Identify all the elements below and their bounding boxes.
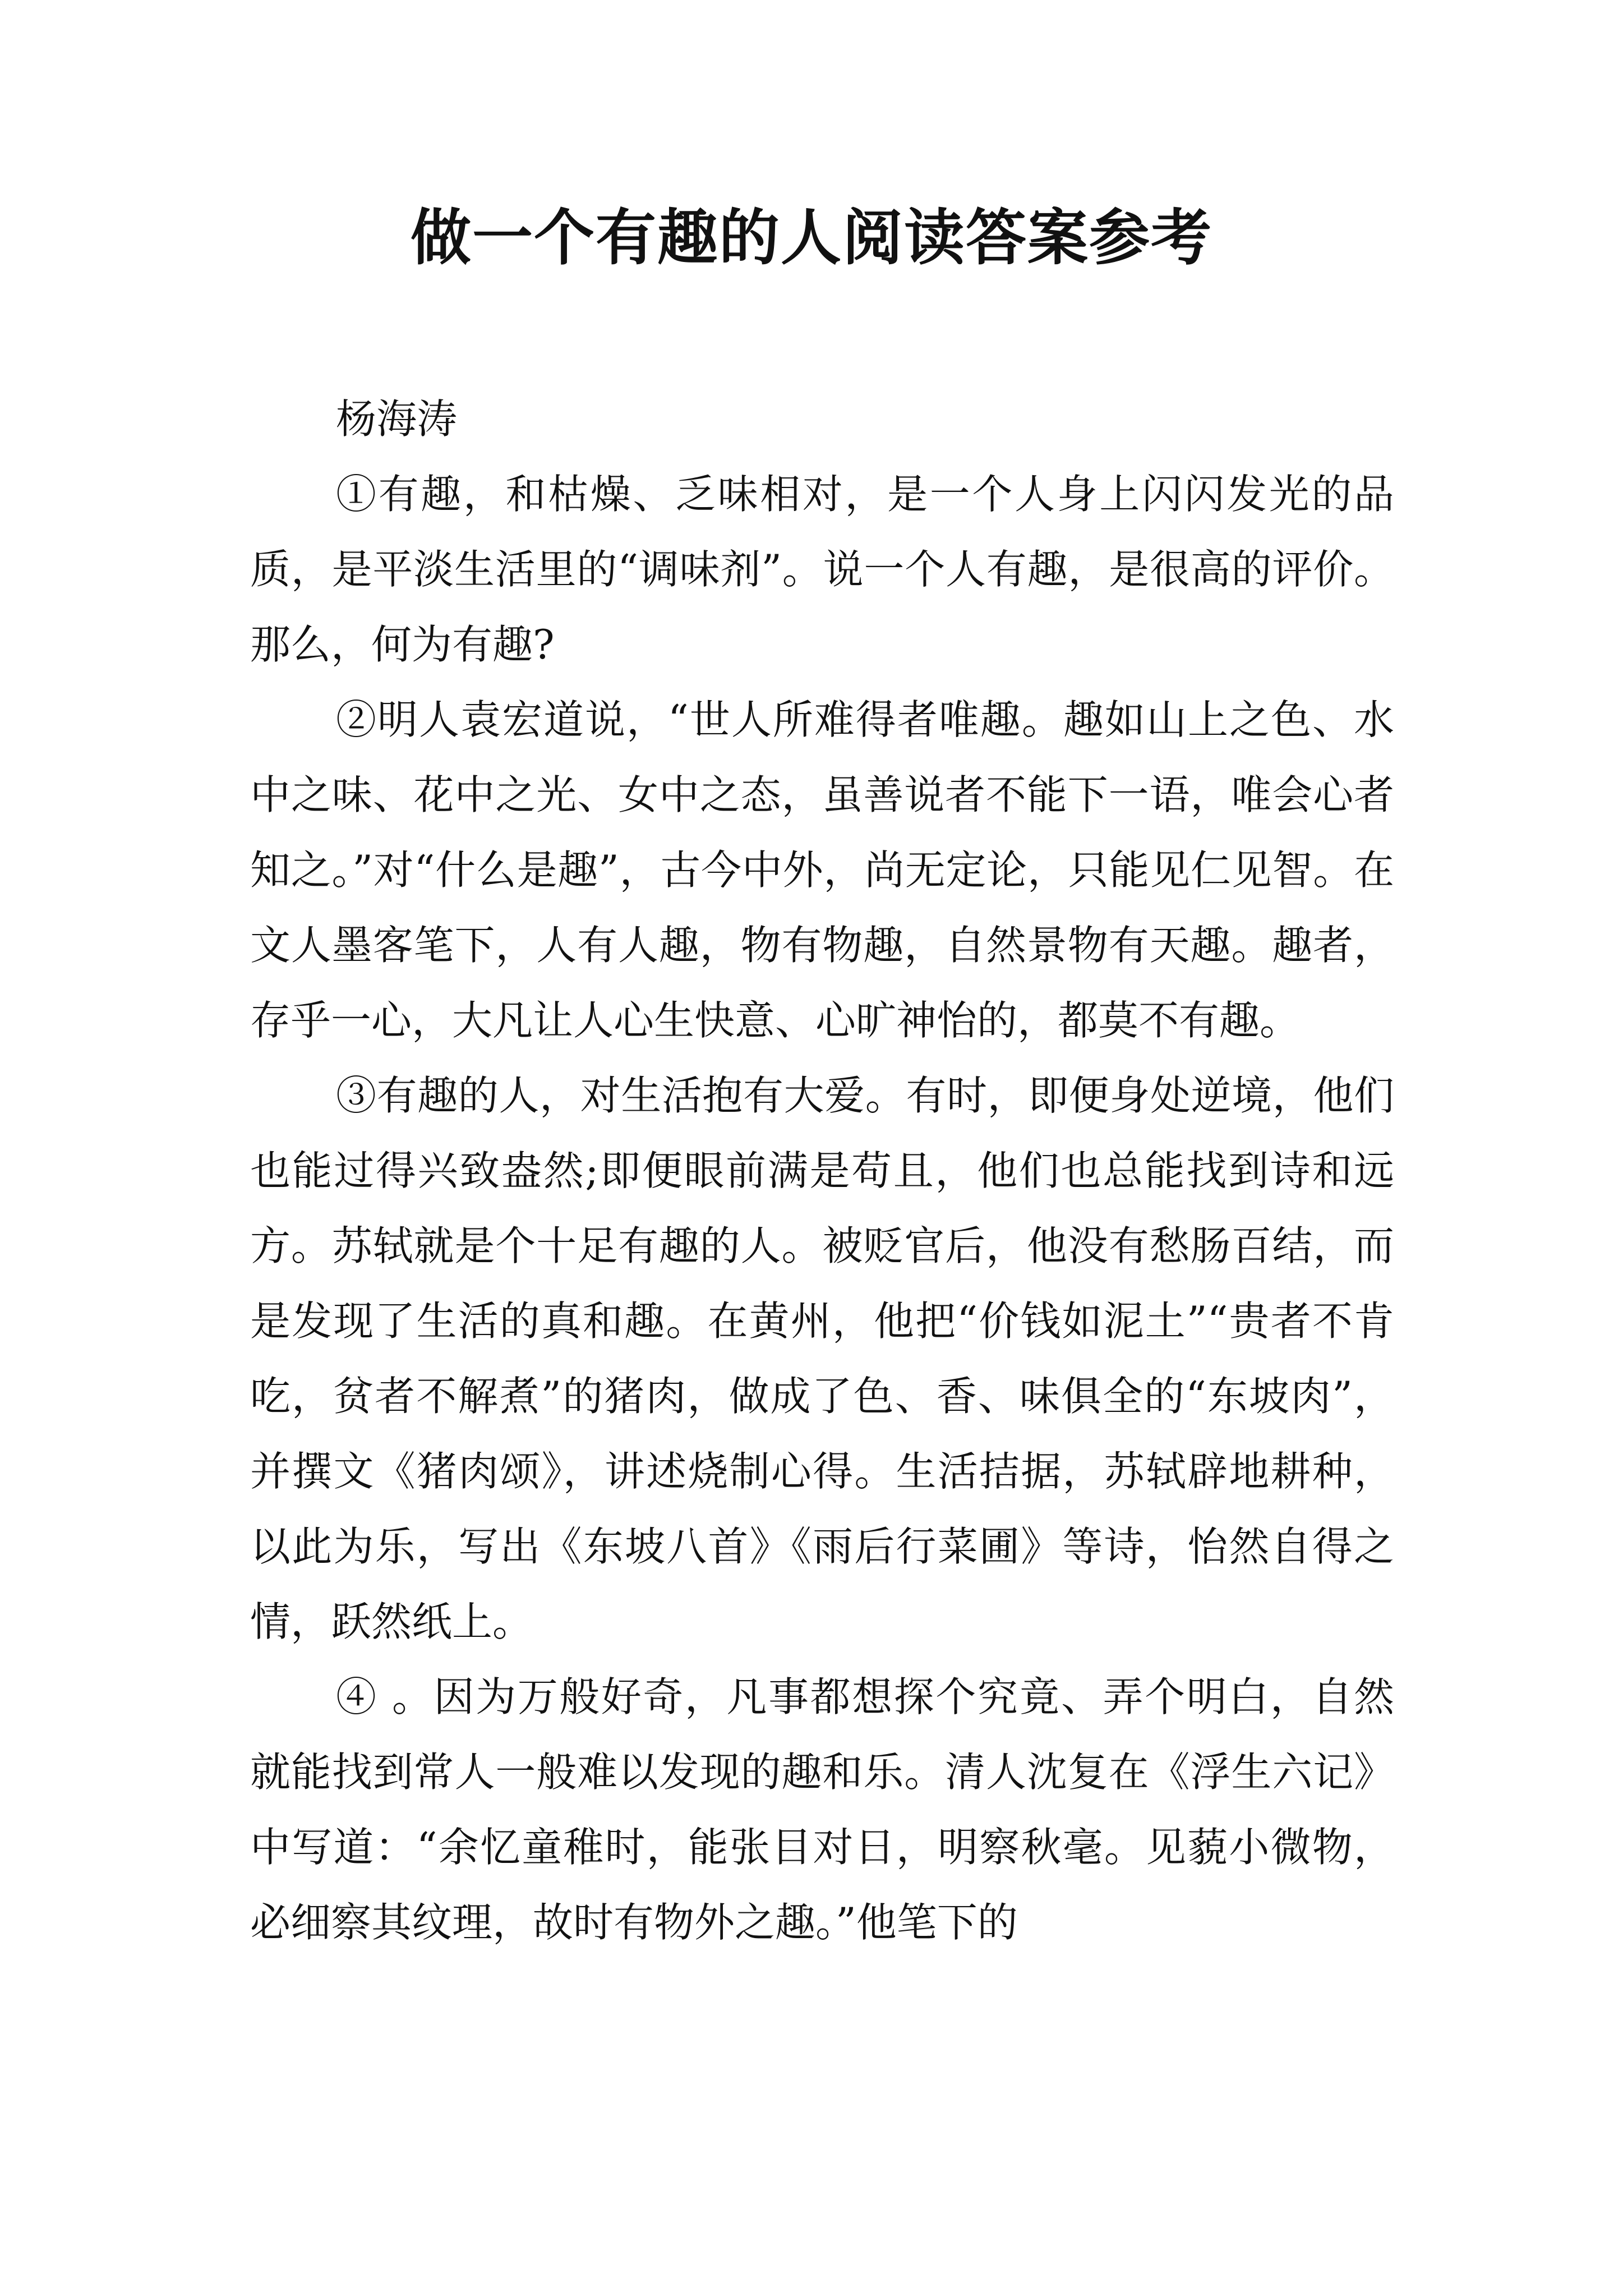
document-title: 做一个有趣的人阅读答案参考 [410,203,1212,273]
paragraph-2: ②明人袁宏道说，“世人所难得者唯趣。趣如山上之色、水中之味、花中之光、女中之态，虽善说者不能下一语，唯会心者知之。”对“什么是趣”，古今中外，尚无定论，只能见仁见智。在文人墨客笔下，人有人趣，物有物趣，自然景物有天趣。趣者，存乎一心，大凡让人心生快意、心旷神怡的，都莫不有趣。 [250,696,1394,1044]
paragraph-4: ④ 。因为万般好奇，凡事都想探个究竟、弄个明白，自然就能找到常人一般难以发现的趣和乐。清人沈复在《浮生六记》中写道：“余忆童稚时，能张目对日，明察秋毫。见藐小微物，必细察其纹理，故时有物外之趣。”他笔下的 [250,1673,1394,1946]
author-name: 杨海涛 [336,395,458,443]
article-body [250,381,1394,1960]
paragraph-1: ①有趣，和枯燥、乏味相对，是一个人身上闪闪发光的品质，是平淡生活里的“调味剂”。说一个人有趣，是很高的评价。那么，何为有趣? [250,471,1394,668]
paragraph-3: ③有趣的人，对生活抱有大爱。有时，即便身处逆境，他们也能过得兴致盎然;即便眼前满是苟且，他们也总能找到诗和远方。苏轼就是个十足有趣的人。被贬官后，他没有愁肠百结，而是发现了生活的真和趣。在黄州，他把“价钱如泥土”“贵者不肯吃，贫者不解煮”的猪肉，做成了色、香、味俱全的“东坡肉”，并撰文《猪肉颂》，讲述烧制心得。生活拮据，苏轼辟地耕种，以此为乐，写出《东坡八首》《雨后行菜圃》等诗，怡然自得之情，跃然纸上。 [250,1072,1394,1645]
